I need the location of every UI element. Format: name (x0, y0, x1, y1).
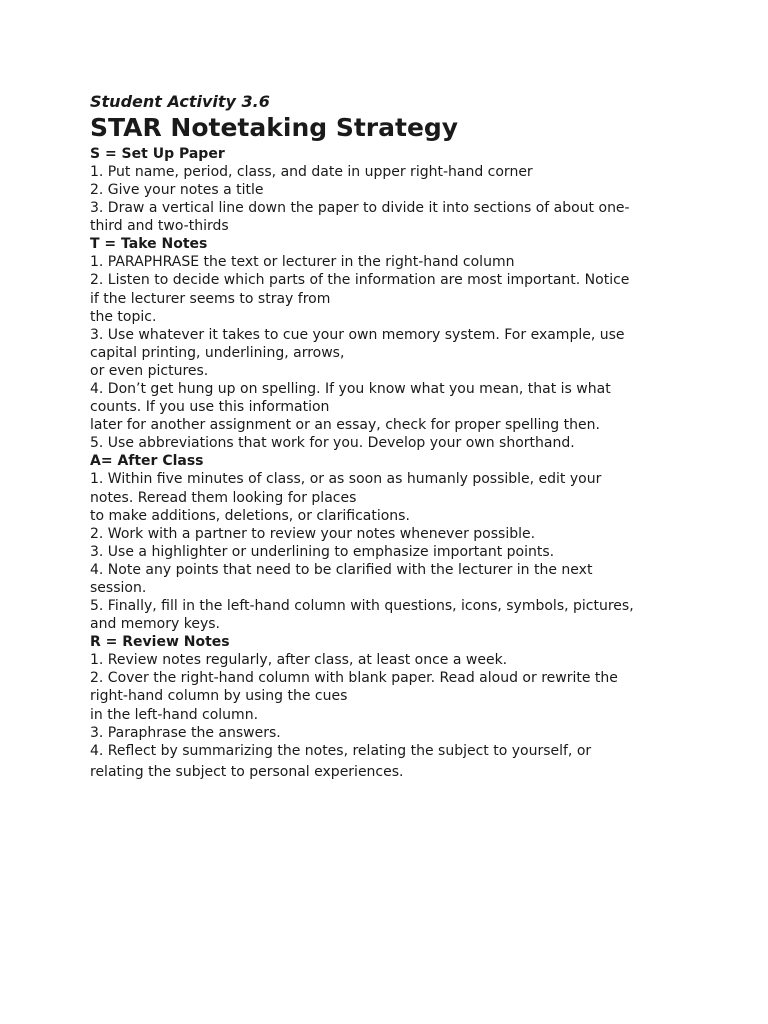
text-line: 1. Within five minutes of class, or as soon as humanly possible, edit your (90, 471, 602, 488)
text-line: 2. Give your notes a title (90, 182, 264, 199)
text-line: to make additions, deletions, or clarifications. (90, 507, 410, 524)
text-line: 3. Draw a vertical line down the paper to divide it into sections of about one- (90, 200, 630, 217)
text-line: counts. If you use this information (90, 399, 330, 416)
document-title: STAR Notetaking Strategy (90, 113, 459, 142)
text-line: capital printing, underlining, arrows, (90, 344, 345, 361)
text-line: 2. Work with a partner to review your notes whenever possible. (90, 525, 536, 542)
text-line: relating the subject to personal experiences. (90, 763, 404, 780)
section (90, 235, 690, 452)
text-line: 1. Review notes regularly, after class, at least once a week. (90, 652, 508, 669)
section-heading: S = Set Up Paper (90, 146, 225, 162)
text-line: the topic. (90, 308, 157, 325)
text-line: third and two-thirds (90, 218, 229, 235)
text-line: 3. Use a highlighter or underlining to emphasize important points. (90, 543, 555, 560)
text-line: 4. Don’t get hung up on spelling. If you know what you mean, that is what (90, 381, 611, 398)
section (90, 145, 690, 235)
text-line: 2. Cover the right-hand column with blank paper. Read aloud or rewrite the (90, 670, 618, 687)
document-body (90, 145, 690, 781)
document-page (90, 92, 690, 781)
text-line: 4. Reflect by summarizing the notes, relating the subject to yourself, or (90, 742, 592, 759)
text-line: 3. Paraphrase the answers. (90, 724, 281, 741)
text-line: or even pictures. (90, 362, 209, 379)
text-line: 1. Put name, period, class, and date in upper right-hand corner (90, 164, 533, 180)
section-heading: A= After Class (90, 453, 204, 470)
text-line: 2. Listen to decide which parts of the information are most important. Notice (90, 272, 630, 289)
section (90, 633, 690, 781)
text-line: session. (90, 579, 147, 596)
section-heading: T = Take Notes (90, 236, 208, 253)
section (90, 452, 690, 633)
text-line: and memory keys. (90, 616, 220, 633)
text-line: 5. Use abbreviations that work for you. Develop your own shorthand. (90, 435, 575, 452)
text-line: if the lecturer seems to stray from (90, 290, 331, 307)
text-line: 4. Note any points that need to be clarified with the lecturer in the next (90, 561, 593, 578)
text-line: 3. Use whatever it takes to cue your own memory system. For example, use (90, 326, 625, 343)
text-line: later for another assignment or an essay, check for proper spelling then. (90, 417, 600, 434)
text-line: right-hand column by using the cues (90, 688, 348, 705)
text-line: notes. Reread them looking for places (90, 489, 357, 506)
section-heading: R = Review Notes (90, 634, 230, 651)
text-line: 5. Finally, fill in the left-hand column with questions, icons, symbols, pictures, (90, 598, 634, 615)
text-line: 1. PARAPHRASE the text or lecturer in the right-hand column (90, 254, 515, 271)
document-subtitle: Student Activity 3.6 (90, 92, 270, 111)
text-line: in the left-hand column. (90, 706, 259, 723)
